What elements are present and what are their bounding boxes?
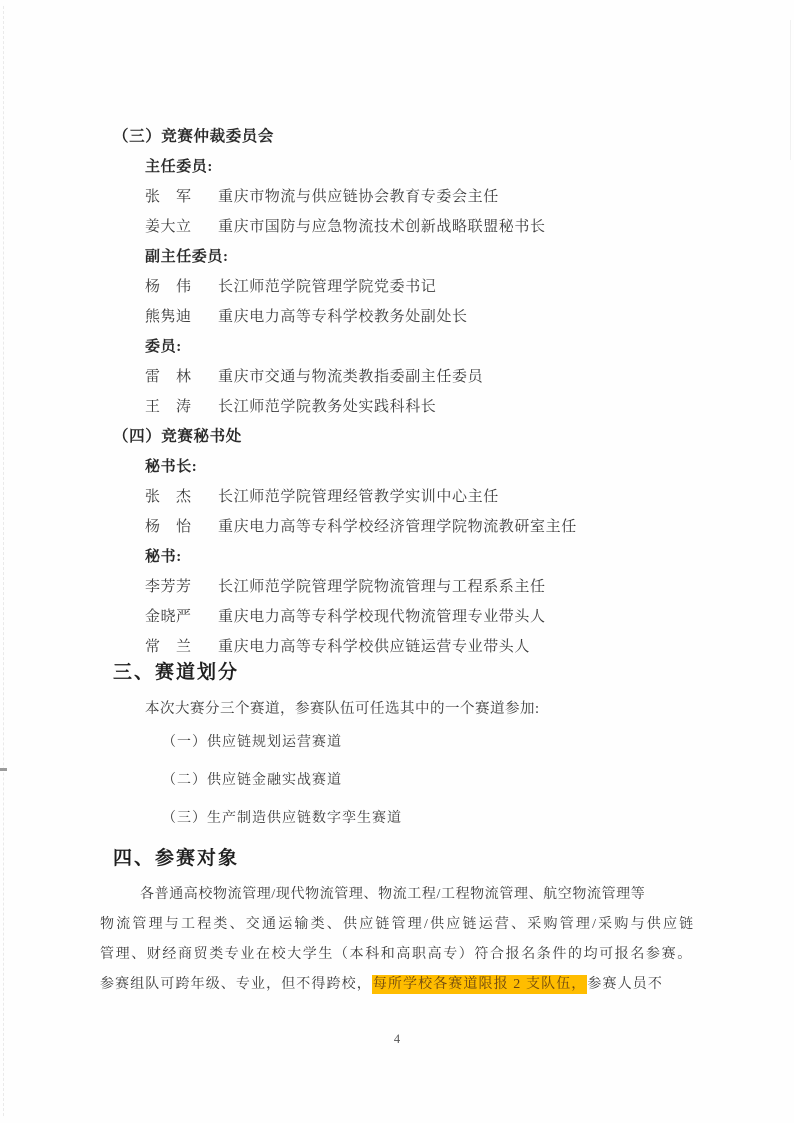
paragraph-line [100,970,696,1000]
member-row [145,392,794,422]
member-title: 重庆电力高等专科学校经济管理学院物流教研室主任 [218,519,577,535]
track-item-3: （三）生产制造供应链数字孪生赛道 [162,811,402,826]
member-row [145,212,794,242]
paragraph-text-after-highlight: 参赛人员不 [587,977,663,992]
member-title: 重庆市物流与供应链协会教育专委会主任 [218,189,499,205]
member-title: 长江师范学院管理经管教学实训中心主任 [218,489,499,505]
member-title: 重庆市交通与物流类教指委副主任委员 [218,369,484,385]
member-name: 常 兰 [145,639,192,655]
member-name: 雷 林 [145,369,192,385]
page-content [0,122,794,1047]
member-row [145,572,794,602]
member-title: 重庆市国防与应急物流技术创新战略联盟秘书长 [218,219,546,235]
member-row [145,302,794,332]
paragraph-line: 管理、财经商贸类专业在校大学生（本科和高职高专）符合报名条件的均可报名参赛。 [100,947,693,962]
member-title: 长江师范学院教务处实践科科长 [218,399,437,415]
track-intro-text: 本次大赛分三个赛道，参赛队伍可任选其中的一个赛道参加: [145,701,540,717]
participants-paragraph [100,880,696,1000]
member-name: 王 涛 [145,399,192,415]
member-row [145,512,794,542]
paragraph-text-before-highlight: 参赛组队可跨年级、专业，但不得跨校， [100,977,372,992]
member-name: 熊隽迪 [145,309,192,325]
member-title: 长江师范学院管理学院物流管理与工程系系主任 [218,579,546,595]
role-label-secretary-general: 秘书长: [145,459,198,475]
member-row [145,602,794,632]
highlighted-team-limit-text: 每所学校各赛道限报 2 支队伍， [372,977,587,992]
member-name: 姜大立 [145,219,192,235]
paragraph-line: 各普通高校物流管理/现代物流管理、物流工程/工程物流管理、航空物流管理等 [140,887,646,902]
paragraph-line: 物流管理与工程类、交通运输类、供应链管理/供应链运营、采购管理/采购与供应链 [100,917,696,932]
page-number: 4 [393,1032,401,1046]
member-name: 张 军 [145,189,192,205]
member-name: 张 杰 [145,489,192,505]
member-row [145,362,794,392]
member-title: 长江师范学院管理学院党委书记 [218,279,437,295]
member-title: 重庆电力高等专科学校现代物流管理专业带头人 [218,609,546,625]
member-name: 李芳芳 [145,579,192,595]
secretariat-heading: （四）竞赛秘书处 [113,428,242,445]
member-row [145,482,794,512]
arbitration-committee-heading: （三）竞赛仲裁委员会 [113,128,275,145]
role-label-chair: 主任委员: [145,159,213,175]
member-title: 重庆电力高等专科学校教务处副处长 [218,309,468,325]
role-label-vice-chair: 副主任委员: [145,249,229,265]
role-label-secretary: 秘书: [145,549,182,565]
member-row [145,272,794,302]
member-name: 杨 伟 [145,279,192,295]
track-item-1: （一）供应链规划运营赛道 [162,735,342,750]
member-name: 金晓严 [145,609,192,625]
member-row [145,182,794,212]
role-label-member: 委员: [145,339,182,355]
section-heading-participants: 四、参赛对象 [113,848,240,869]
section-heading-track-division: 三、赛道划分 [113,662,240,683]
member-name: 杨 怡 [145,519,192,535]
member-title: 重庆电力高等专科学校供应链运营专业带头人 [218,639,531,655]
track-item-2: （二）供应链金融实战赛道 [162,773,342,788]
